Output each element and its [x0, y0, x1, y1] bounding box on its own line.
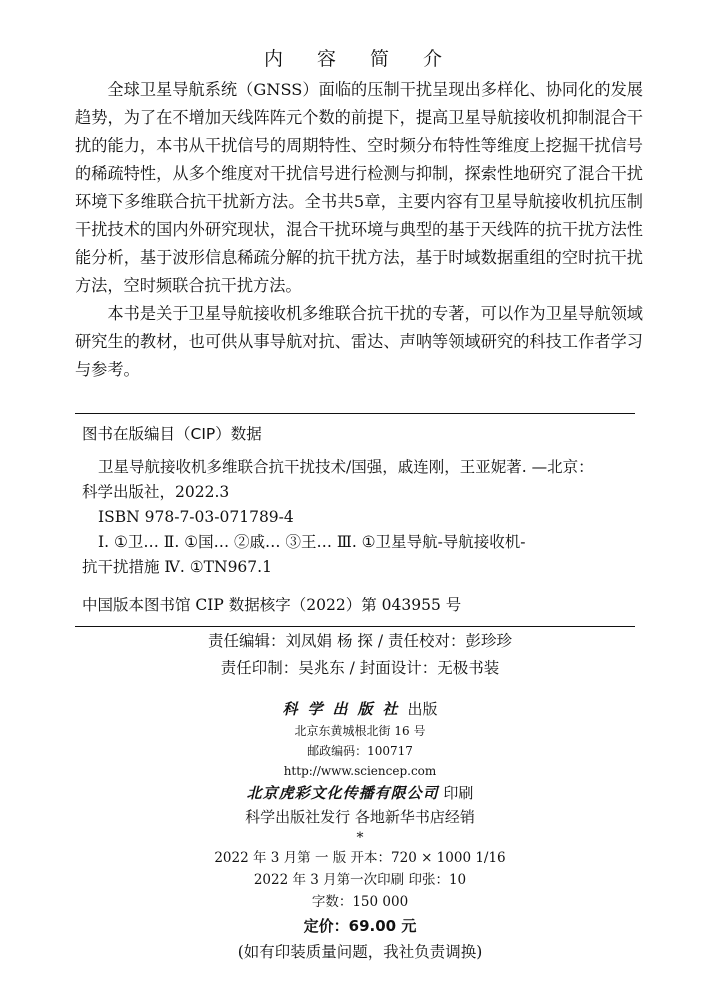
- printer-suffix: 印刷: [443, 784, 474, 802]
- cip-catalog: [82, 593, 642, 618]
- cip-bottom-rule: [75, 626, 635, 627]
- separator-star: *: [356, 830, 364, 846]
- word-count: 字数：150 000: [311, 894, 409, 910]
- cip-classification: [82, 530, 642, 580]
- publisher-suffix: 出版: [407, 700, 438, 718]
- printer-name: 北京虎彩文化传播有限公司: [246, 784, 439, 802]
- edition-line-2: 2022 年 3 月第一次印刷 印张：10: [253, 872, 467, 888]
- cip-class-line-2: 抗干扰措施 Ⅳ. ①TN967.1: [82, 558, 272, 576]
- publisher-name: 科学出版社: [282, 700, 408, 718]
- edition-line-1: 2022 年 3 月第 一 版 开本：720 × 1000 1/16: [214, 850, 506, 866]
- intro-title: 内 容 简 介: [263, 48, 457, 70]
- editors-line-2: 责任印制：吴兆东 / 封面设计：无极书装: [220, 659, 500, 677]
- cip-isbn: ISBN 978-7-03-071789-4: [98, 508, 294, 526]
- publishing-info: [0, 697, 720, 965]
- cip-record-line-1: 卫星导航接收机多维联合抗干扰技术/国强，戚连刚，王亚妮著. —北京：: [98, 458, 594, 476]
- intro-paragraph-1: 全球卫星导航系统（GNSS）面临的压制干扰呈现出多样化、协同化的发展趋势，为了在不增加天线阵阵元个数的前提下，提高卫星导航接收机抑制混合干扰的能力，本书从干扰信号的周期特性、空时频分布特性等维度上挖掘干扰信号的稀疏特性，从多个维度对干扰信号进行检测与抑制，探索性地研究了混合干扰环境下多维联合抗干扰新方法。全书共5章，主要内容有卫星导航接收机抗压制干扰技术的国内外研究现状，混合干扰环境与典型的基于天线阵的抗干扰方法性能分析，基于波形信息稀疏分解的抗干扰方法，基于时域数据重组的空时抗干扰方法，空时频联合抗干扰方法。: [75, 80, 643, 295]
- price: 定价：69.00 元: [303, 917, 417, 935]
- editors-line-1: 责任编辑：刘凤娟 杨 探 / 责任校对：彭珍珍: [208, 632, 512, 650]
- quality-notice: (如有印装质量问题，我社负责调换): [237, 943, 483, 961]
- intro-body: [75, 76, 643, 384]
- distribution-line: 科学出版社发行 各地新华书店经销: [245, 808, 475, 826]
- cip-top-rule: [75, 413, 635, 414]
- cip-catalog-number: 中国版本图书馆 CIP 数据核字（2022）第 043955 号: [82, 596, 462, 614]
- cip-record: [82, 455, 642, 530]
- cip-class-line-1: Ⅰ. ①卫… Ⅱ. ①国… ②戚… ③王… Ⅲ. ①卫星导航-导航接收机-: [98, 533, 526, 551]
- printer-line: [0, 781, 720, 805]
- intro-paragraph-2: 本书是关于卫星导航接收机多维联合抗干扰的专著，可以作为卫星导航领域研究生的教材，也可供从事导航对抗、雷达、声呐等领域研究的科技工作者学习与参考。: [75, 304, 643, 379]
- cip-record-line-2: 科学出版社，2022.3: [82, 483, 230, 501]
- publisher-website: http://www.sciencep.com: [283, 764, 437, 778]
- publisher-address: 北京东黄城根北街 16 号: [294, 724, 426, 738]
- publisher-line: [0, 697, 720, 721]
- editors-block: [0, 628, 720, 682]
- cip-heading: 图书在版编目（CIP）数据: [82, 425, 262, 443]
- publisher-postcode: 邮政编码：100717: [307, 744, 413, 758]
